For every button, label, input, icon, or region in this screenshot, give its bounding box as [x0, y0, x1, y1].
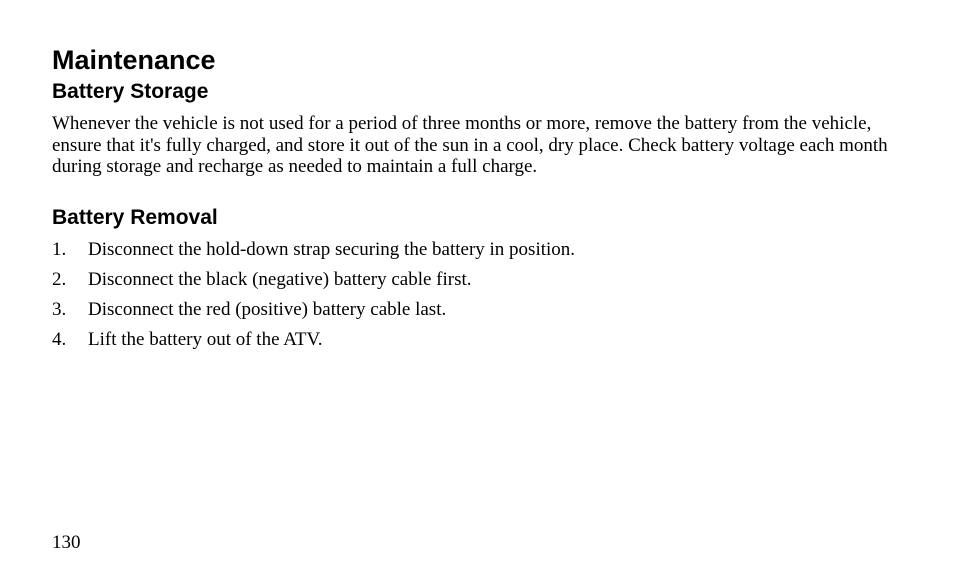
step-number: 3. [52, 299, 67, 320]
list-item [52, 328, 575, 358]
page-number: 130 [52, 532, 81, 553]
manual-page [52, 0, 902, 588]
step-text: Disconnect the black (negative) battery cable first. [88, 269, 472, 290]
step-text: Lift the battery out of the ATV. [88, 329, 323, 350]
list-item [52, 268, 575, 298]
battery-storage-paragraph: Whenever the vehicle is not used for a period of three months or more, remove the battery from the vehicle, ensure that it's fully charged, and store it out of the sun in a cool, dry place. Check battery voltage each month during storage and recharge as needed to maintain a full charge. [52, 113, 888, 177]
step-number: 2. [52, 269, 67, 290]
battery-storage-heading: Battery Storage [52, 80, 209, 103]
step-text: Disconnect the red (positive) battery cable last. [88, 299, 447, 320]
list-item [52, 238, 575, 268]
list-item [52, 298, 575, 328]
step-text: Disconnect the hold-down strap securing the battery in position. [88, 239, 576, 260]
section-title: Maintenance [52, 45, 216, 75]
battery-removal-heading: Battery Removal [52, 206, 218, 229]
battery-removal-steps [52, 238, 575, 358]
step-number: 4. [52, 329, 67, 350]
step-number: 1. [52, 239, 67, 260]
